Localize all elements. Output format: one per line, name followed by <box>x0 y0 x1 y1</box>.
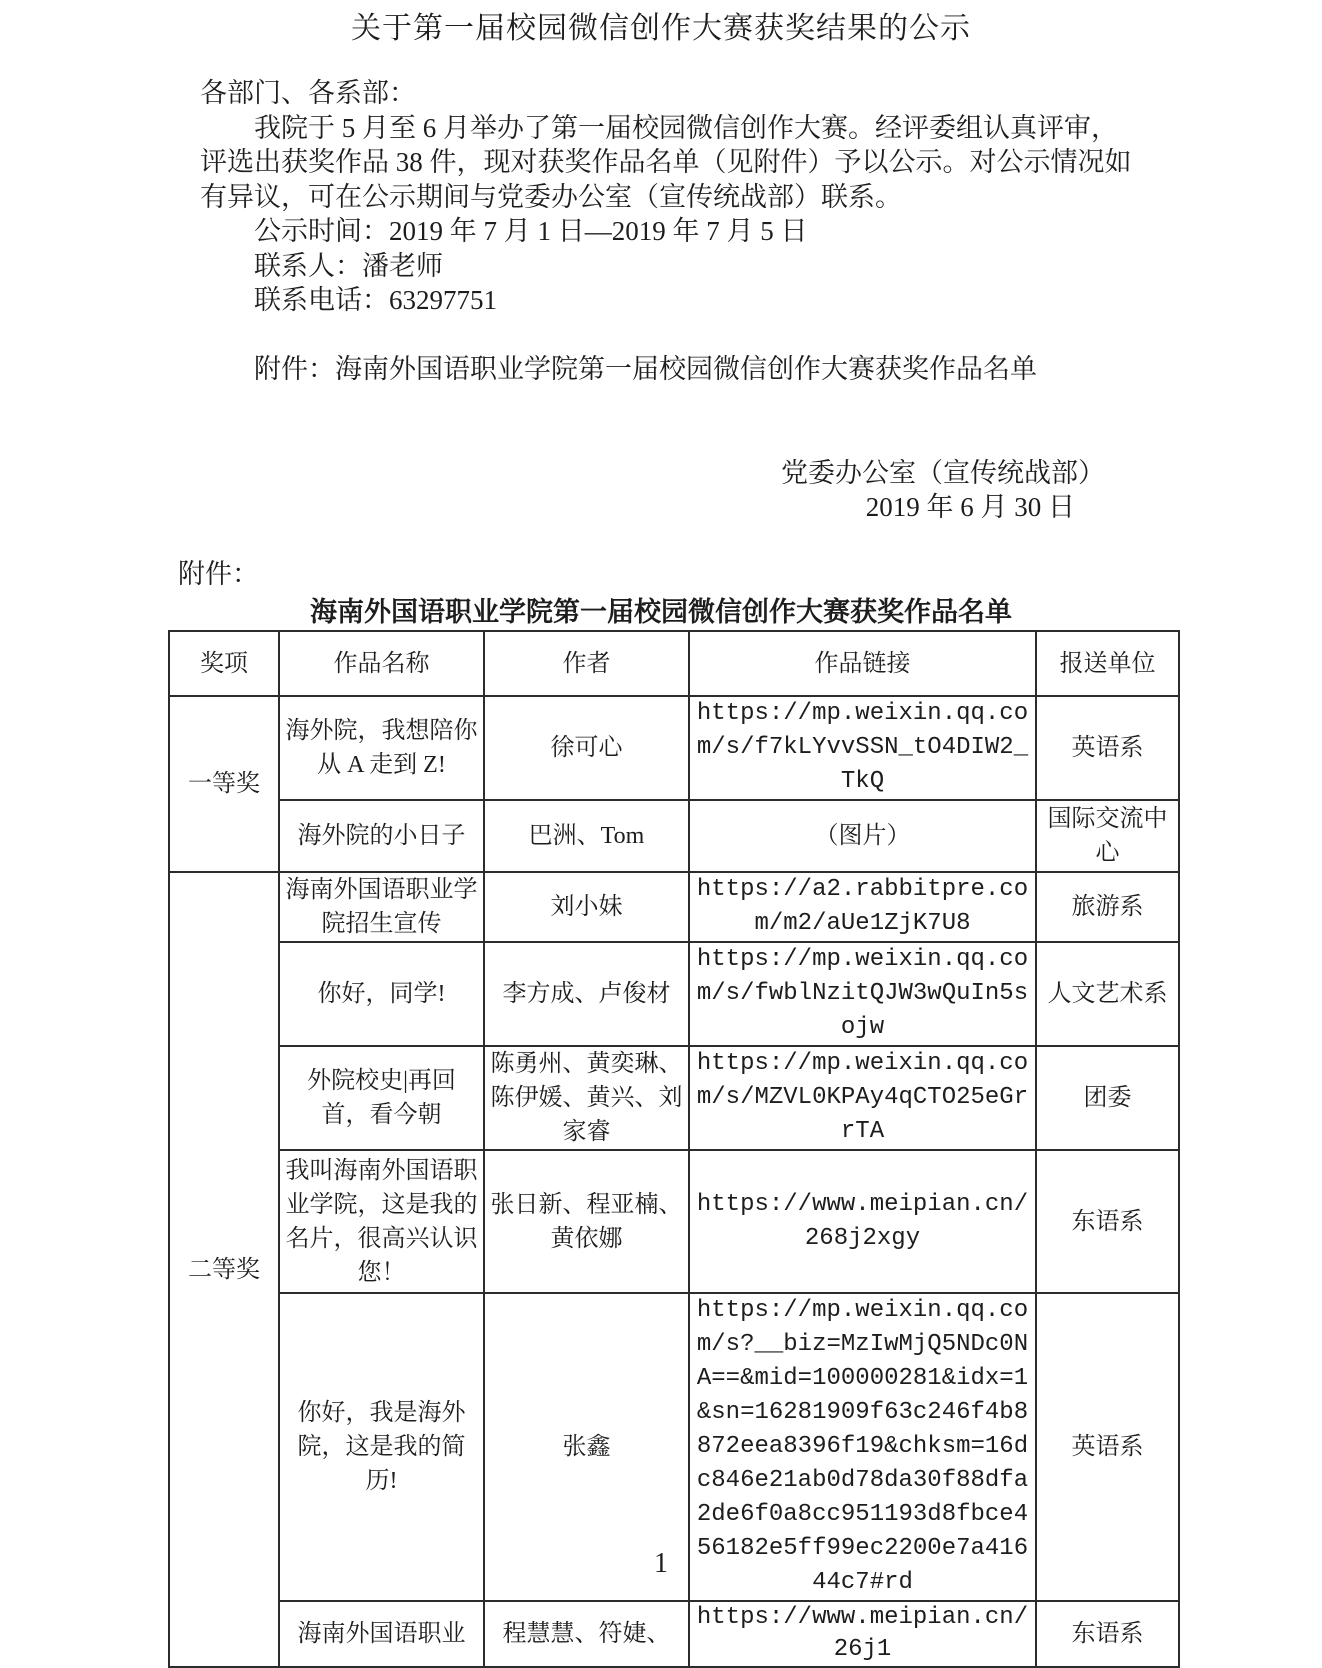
awards-table <box>168 630 1180 1668</box>
cell-unit: 英语系 <box>1036 696 1179 800</box>
award-group-first: 一等奖 <box>169 696 279 872</box>
body-line: 评选出获奖作品 38 件，现对获奖作品名单（见附件）予以公示。对公示情况如 <box>200 147 1132 177</box>
cell-link: https://a2.rabbitpre.com/m2/aUe1ZjK7U8 <box>689 872 1036 942</box>
salutation: 各部门、各系部： <box>200 78 416 108</box>
table-row <box>169 1046 1179 1150</box>
body-line: 我院于 5 月至 6 月举办了第一届校园微信创作大赛。经评委组认真评审， <box>254 112 1118 143</box>
awards-table-title: 海南外国语职业学院第一届校园微信创作大赛获奖作品名单 <box>310 597 1012 627</box>
cell-title: 海南外国语职业 <box>279 1601 484 1667</box>
cell-link: https://www.meipian.cn/268j2xgy <box>689 1150 1036 1293</box>
cell-author: 巴洲、Tom <box>484 800 689 872</box>
cell-author: 陈勇州、黄奕琳、陈伊媛、黄兴、刘家睿 <box>484 1046 689 1150</box>
cell-title: 外院校史|再回首，看今朝 <box>279 1046 484 1150</box>
cell-title: 我叫海南外国语职业学院，这是我的名片，很高兴认识您！ <box>279 1150 484 1293</box>
cell-title: 你好，我是海外院，这是我的简历! <box>279 1293 484 1601</box>
cell-title: 你好，同学! <box>279 942 484 1046</box>
page-number: 1 <box>654 1548 668 1579</box>
cell-link: https://mp.weixin.qq.com/s/MZVL0KPAy4qCTO25eGrrTA <box>689 1046 1036 1150</box>
cell-author: 徐可心 <box>484 696 689 800</box>
cell-unit: 东语系 <box>1036 1150 1179 1293</box>
table-row <box>169 1601 1179 1667</box>
table-row <box>169 1150 1179 1293</box>
award-group-second: 二等奖 <box>169 872 279 1667</box>
attachment-label: 附件： <box>178 559 259 589</box>
cell-author: 张鑫 <box>484 1293 689 1601</box>
cell-unit: 旅游系 <box>1036 872 1179 942</box>
signature-date: 2019 年 6 月 30 日 <box>865 492 1075 522</box>
cell-title: 海外院，我想陪你从 A 走到 Z! <box>279 696 484 800</box>
cell-unit: 东语系 <box>1036 1601 1179 1667</box>
header-unit: 报送单位 <box>1036 631 1179 696</box>
cell-author: 李方成、卢俊材 <box>484 942 689 1046</box>
header-link: 作品链接 <box>689 631 1036 696</box>
signature-block <box>0 456 1322 524</box>
table-row <box>169 872 1179 942</box>
cell-link: https://mp.weixin.qq.com/s/f7kLYvvSSN_tO4DIW2_TkQ <box>689 696 1036 800</box>
table-row <box>169 696 1179 800</box>
cell-link: https://mp.weixin.qq.com/s/fwblNzitQJW3wQuIn5sojw <box>689 942 1036 1046</box>
blank-line <box>200 318 1185 353</box>
attachment-note: 附件：海南外国语职业学院第一届校园微信创作大赛获奖作品名单 <box>254 354 1037 384</box>
header-award: 奖项 <box>169 631 279 696</box>
header-author: 作者 <box>484 631 689 696</box>
table-header-row <box>169 631 1179 696</box>
contact-phone-line: 联系电话：63297751 <box>254 285 497 315</box>
cell-author: 刘小妹 <box>484 872 689 942</box>
cell-unit: 团委 <box>1036 1046 1179 1150</box>
cell-unit: 英语系 <box>1036 1293 1179 1601</box>
document-body <box>200 76 1185 387</box>
cell-title: 海外院的小日子 <box>279 800 484 872</box>
table-row <box>169 800 1179 872</box>
table-row <box>169 942 1179 1046</box>
cell-link: （图片） <box>689 800 1036 872</box>
cell-unit: 人文艺术系 <box>1036 942 1179 1046</box>
header-work: 作品名称 <box>279 631 484 696</box>
cell-title: 海南外国语职业学院招生宣传 <box>279 872 484 942</box>
cell-link: https://www.meipian.cn/26j1 <box>689 1601 1036 1667</box>
contact-person-line: 联系人：潘老师 <box>254 250 443 281</box>
signature-org: 党委办公室（宣传统战部） <box>781 458 1105 488</box>
publicity-period-line: 公示时间：2019 年 7 月 1 日—2019 年 7 月 5 日 <box>254 216 808 246</box>
cell-author: 程慧慧、符婕、 <box>484 1601 689 1667</box>
cell-unit: 国际交流中心 <box>1036 800 1179 872</box>
page-title: 关于第一届校园微信创作大赛获奖结果的公示 <box>351 12 971 45</box>
cell-author: 张日新、程亚楠、黄依娜 <box>484 1150 689 1293</box>
body-line: 有异议，可在公示期间与党委办公室（宣传统战部）联系。 <box>200 181 902 212</box>
cell-link: https://mp.weixin.qq.com/s?__biz=MzIwMjQ5NDc0NA==&mid=100000281&idx=1&sn=16281909f63c246f4b8872eea8396f19&chksm=16dc846e21ab0d78da30f88dfa2de6f0a8cc951193d8fbce456182e5ff99ec2200e7a41644c7#rd <box>689 1293 1036 1601</box>
